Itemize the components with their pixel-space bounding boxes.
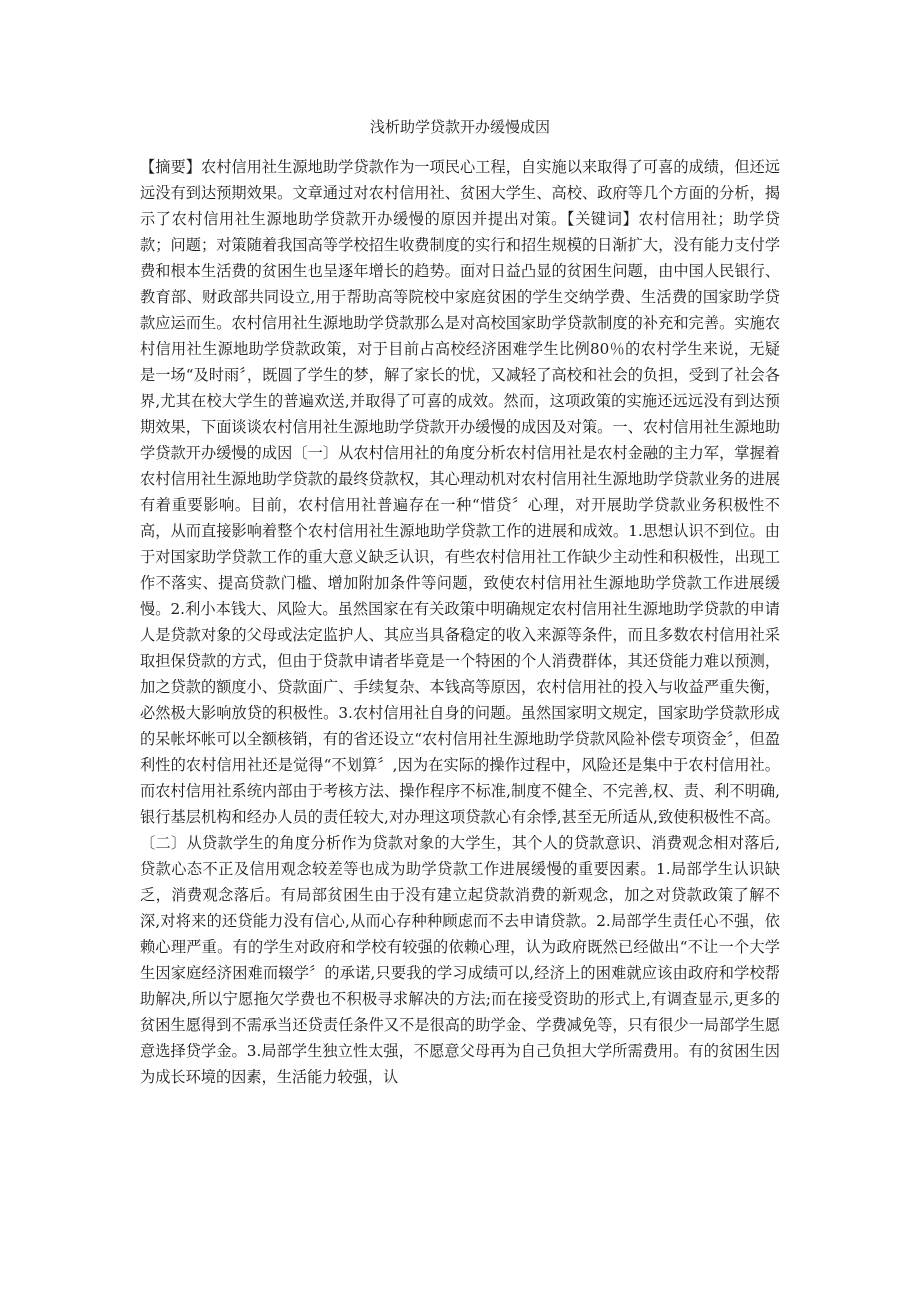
document-title: 浅析助学贷款开办缓慢成因: [369, 118, 550, 136]
document-body: 【摘要】农村信用社生源地助学贷款作为一项民心工程，自实施以来取得了可喜的成绩，但还远远没有到达预期效果。文章通过对农村信用社、贫困大学生、高校、政府等几个方面的分析，揭示了农村信用社生源地助学贷款开办缓慢的原因并提出对策。【关键词】农村信用社；助学贷款；问题；对策随着我国高等学校招生收费制度的实行和招生规模的日渐扩大，没有能力支付学费和根本生活费的贫困生也呈逐年增长的趋势。面对日益凸显的贫困生问题，由中国人民银行、教育部、财政部共同设立,用于帮助高等院校中家庭贫困的学生交纳学费、生活费的国家助学贷款应运而生。农村信用社生源地助学贷款那么是对高校国家助学贷款制度的补充和完善。实施农村信用社生源地助学贷款政策，对于目前占高校经济困难学生比例80％的农村学生来说，无疑是一场“及时雨〞，既圆了学生的梦，解了家长的忧，又减轻了高校和社会的负担，受到了社会各界,尤其在校大学生的普遍欢送,并取得了可喜的成效。然而，这项政策的实施还远远没有到达预期效果，下面谈谈农村信用社生源地助学贷款开办缓慢的成因及对策。一、农村信用社生源地助学贷款开办缓慢的成因〔一〕从农村信用社的角度分析农村信用社是农村金融的主力军，掌握着农村信用社生源地助学贷款的最终贷款权，其心理动机对农村信用社生源地助学贷款业务的进展有着重要影响。目前，农村信用社普遍存在一种“惜贷〞心理，对开展助学贷款业务积极性不高，从而直接影响着整个农村信用社生源地助学贷款工作的进展和成效。1.思想认识不到位。由于对国家助学贷款工作的重大意义缺乏认识，有些农村信用社工作缺少主动性和积极性，出现工作不落实、提高贷款门槛、增加附加条件等问题，致使农村信用社生源地助学贷款工作进展缓慢。2.利小本钱大、风险大。虽然国家在有关政策中明确规定农村信用社生源地助学贷款的申请人是贷款对象的父母或法定监护人、其应当具备稳定的收入来源等条件，而且多数农村信用社采取担保贷款的方式，但由于贷款申请者毕竟是一个特困的个人消费群体，其还贷能力难以预测，加之贷款的额度小、贷款面广、手续复杂、本钱高等原因，农村信用社的投入与收益严重失衡，必然极大影响放贷的积极性。3.农村信用社自身的问题。虽然国家明文规定，国家助学贷款形成的呆帐坏帐可以全额核销，有的省还设立“农村信用社生源地助学贷款风险补偿专项资金〞，但盈利性的农村信用社还是觉得“不划算〞,因为在实际的操作过程中，风险还是集中于农村信用社。而农村信用社系统内部由于考核方法、操作程序不标准,制度不健全、不完善,权、责、利不明确,银行基层机构和经办人员的责任较大,对办理这项贷款心有余悸,甚至无所适从,致使积极性不高。〔二〕从贷款学生的角度分析作为贷款对象的大学生，其个人的贷款意识、消费观念相对落后,贷款心态不正及信用观念较差等也成为助学贷款工作进展缓慢的重要因素。1.局部学生认识缺乏，消费观念落后。有局部贫困生由于没有建立起贷款消费的新观念，加之对贷款政策了解不深,对将来的还贷能力没有信心,从而心存种种顾虑而不去申请贷款。2.局部学生责任心不强，依赖心理严重。有的学生对政府和学校有较强的依赖心理，认为政府既然已经做出“不让一个大学生因家庭经济困难而辍学〞的承诺,只要我的学习成绩可以,经济上的困难就应该由政府和学校帮助解决,所以宁愿拖欠学费也不积极寻求解决的方法;而在接受资助的形式上,有调查显示,更多的贫困生愿得到不需承当还贷责任条件又不是很高的助学金、学费减免等，只有很少一局部学生愿意选择贷学金。3.局部学生独立性太强，不愿意父母再为自己负担大学所需费用。有的贫困生因为成长环境的因素，生活能力较强，认: [140, 158, 780, 1086]
